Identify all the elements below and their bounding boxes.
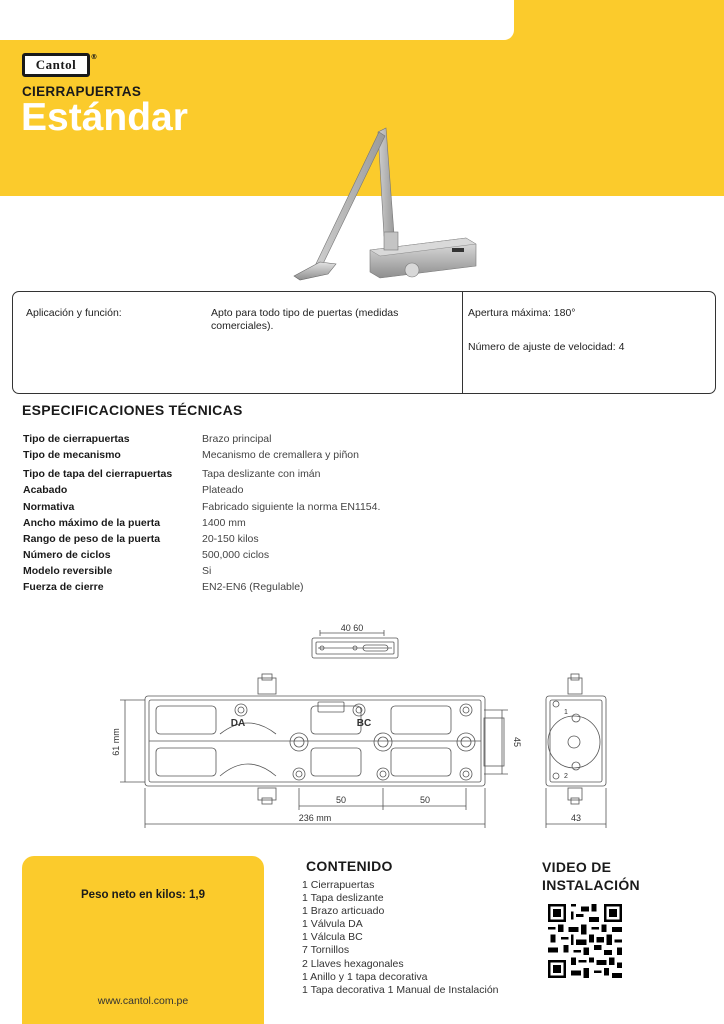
width-dim-label: 236 mm [298,813,332,823]
video-title [542,858,640,894]
product-category: CIERRAPUERTAS [22,84,142,99]
list-item: 1 Brazo articuado [302,905,385,918]
spec-row [23,484,443,498]
dim-50-right-label: 50 [419,795,431,805]
spec-label: Fuerza de cierre [23,581,104,593]
valve-bc-label: BC [356,718,372,729]
video-title-line2: INSTALACIÓN [542,877,640,893]
spec-value: Tapa deslizante con imán [202,468,321,480]
list-item: 1 Tapa decorativa 1 Manual de Instalación [302,983,499,996]
door-closer-image [290,124,480,286]
list-item: 1 Válcula BC [302,931,363,944]
spec-value: 1400 mm [202,517,246,529]
spec-value: Mecanismo de cremallera y piñon [202,449,359,461]
spec-label: Normativa [23,501,75,513]
product-title: Estándar [21,96,188,139]
spec-value: EN2-EN6 (Regulable) [202,581,304,593]
spec-row [23,468,443,482]
spec-label: Acabado [23,484,68,496]
list-item: 1 Anillo y 1 tapa decorativa [302,970,428,983]
valve-2-label: 2 [564,773,568,780]
registered-mark: ® [90,53,98,61]
dim-50-left-label: 50 [335,795,347,805]
list-item: 1 Cierrapuertas [302,879,375,891]
technical-drawing [108,618,628,833]
spec-value: Plateado [202,484,244,496]
valve-da-label: DA [230,718,246,729]
spec-value: Fabricado siguiente la norma EN1154. [202,501,381,513]
list-item: 2 Llaves hexagonales [302,957,404,970]
valve-1-label: 1 [564,709,568,716]
height-dim-label: 61 mm [111,728,121,756]
spec-value: Si [202,565,212,577]
spec-row [23,565,443,579]
website-link[interactable]: www.cantol.com.pe [97,995,189,1007]
speed-adjustment: Número de ajuste de velocidad: 4 [468,341,625,353]
list-item: 1 Tapa deslizante [302,892,384,905]
net-weight-panel [22,856,264,1024]
max-opening: Apertura máxima: 180° [468,307,576,319]
spec-value: Brazo principal [202,433,272,445]
spec-row [23,581,443,595]
application-label: Aplicación y función: [26,307,122,319]
spec-label: Rango de peso de la puerta [23,533,161,545]
qr-code-icon[interactable] [548,904,622,978]
spec-value: 500,000 ciclos [202,549,270,561]
info-divider [462,292,463,393]
application-info-box [12,291,716,394]
contents-title: CONTENIDO [306,858,393,874]
header-notch [0,0,514,40]
list-item: 1 Válvula DA [302,918,363,931]
spec-row [23,433,443,447]
side-width-label: 43 [570,813,582,823]
logo-text: Cantol [35,57,77,72]
spec-row [23,533,443,547]
spec-row [23,517,443,531]
cantol-logo [22,53,98,77]
spec-label: Tipo de mecanismo [23,449,121,461]
spec-label: Tipo de cierrapuertas [23,433,130,445]
spec-row [23,501,443,515]
contents-list [302,879,499,997]
spec-row [23,449,443,463]
spec-row [23,549,443,563]
application-description: Apto para todo tipo de puertas (medidas comerciales). [211,307,399,332]
list-item: 7 Tornillos [302,944,350,957]
video-title-line1: VIDEO DE [542,859,612,875]
specs-title: ESPECIFICACIONES TÉCNICAS [22,402,243,418]
net-weight: Peso neto en kilos: 1,9 [81,889,205,901]
spec-label: Modelo reversible [23,565,113,577]
spec-label: Ancho máximo de la puerta [23,517,161,529]
spec-label: Tipo de tapa del cierrapuertas [23,468,173,480]
spec-value: 20-150 kilos [202,533,259,545]
spec-label: Número de ciclos [23,549,111,561]
dim-top-label: 40 60 [340,623,364,633]
dim-45-label: 45 [512,736,522,748]
